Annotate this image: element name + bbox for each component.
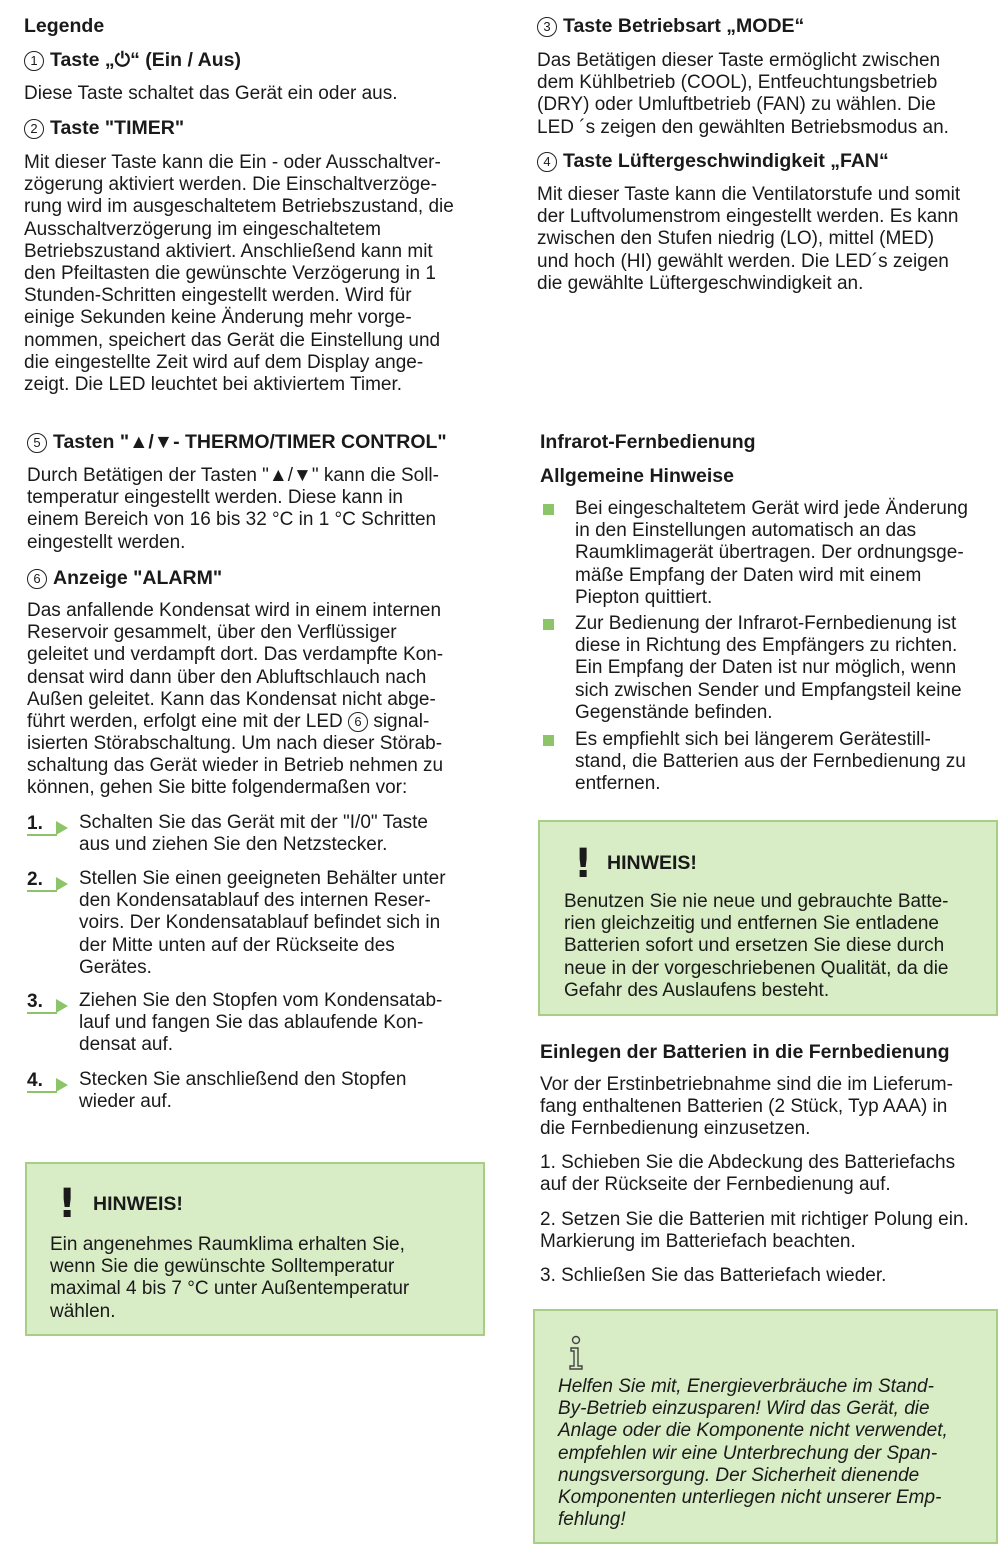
battery-step-3: 3. Schließen Sie das Batteriefach wieder. [540, 1265, 887, 1286]
battery-intro: Vor der Erstinbetriebnahme sind die im Lieferum- fang enthaltenen Batterien (2 Stück, Typ AAA) in die Fernbedienung einzusetzen. [540, 1074, 953, 1140]
step-number: 4. [27, 1070, 43, 1091]
section-alarm-text-led-line [27, 711, 429, 733]
section-alarm-text: Das anfallende Kondensat wird in einem internen Reservoir gesammelt, über den Verflüssiger geleitet und verdampft dort. Das verdampfte Kon- densat wird dann über den Abluftschlauch nach Außen geleitet. Kann das Kondensat nicht abge- [27, 600, 444, 710]
green-arrow-icon [56, 821, 68, 835]
step-text: Stellen Sie einen geeigneten Behälter unter den Kondensatablauf des internen Reser- voirs. Der Kondensatablauf befindet sich in der Mitte unten auf der Rückseite des Gerätes. [79, 868, 446, 978]
note-box-batteries [538, 820, 998, 1016]
section-power-title-text: Taste „⏻“ (Ein / Aus) [50, 49, 241, 71]
step-number: 1. [27, 813, 43, 834]
section-mode-title-text: Taste Betriebsart „MODE“ [563, 15, 805, 37]
section-fan-title-text: Taste Lüftergeschwindigkeit „FAN“ [563, 150, 889, 172]
section-timer-text: Mit dieser Taste kann die Ein - oder Ausschaltver- zögerung aktiviert werden. Die Einschaltverzöge- rung wird im ausgeschaltetem Betriebszustand, die Ausschaltverzögerung im eingeschaltetem Betriebszustand aktiviert. Anschließend kann mit den Pfeiltasten die gewünschte Verzögerung in 1 Stunden-Schritten eingestellt werden. Wird für einige Sekunden keine Änderung mehr vorge- nommen, speichert das Gerät die Einstellung und die eingestellte Zeit wird auf dem Display ange- zeigt. Die LED leuchtet bei aktiviertem Timer. [24, 152, 454, 396]
alarm-text-part: signal- [368, 711, 430, 732]
battery-title: Einlegen der Batterien in die Fernbedienung [540, 1041, 950, 1063]
step-text: Schalten Sie das Gerät mit der "I/0" Taste aus und ziehen Sie den Netzstecker. [79, 812, 428, 856]
section-power-text: Diese Taste schaltet das Gerät ein oder aus. [24, 83, 398, 104]
green-arrow-icon [56, 999, 68, 1013]
green-arrow-icon [56, 1078, 68, 1092]
section-alarm-title-text: Anzeige "ALARM" [53, 567, 223, 589]
section-fan-title [537, 149, 889, 173]
note-title: HINWEIS! [93, 1193, 183, 1215]
legend-title: Legende [24, 15, 105, 37]
section-mode-title [537, 14, 804, 38]
note-text: Ein angenehmes Raumklima erhalten Sie, wenn Sie die gewünschte Solltemperatur maximal 4 bis 7 °C unter Außentemperatur wählen. [50, 1234, 410, 1322]
green-arrow-icon [56, 877, 68, 891]
step-text: Ziehen Sie den Stopfen vom Kondensatab- lauf und fangen Sie das ablaufende Kon- densat auf. [79, 990, 443, 1056]
section-timer-title [24, 116, 184, 140]
info-box-energy [533, 1309, 998, 1544]
green-square-bullet [543, 735, 554, 746]
section-power-title [24, 48, 241, 72]
circled-number: 5 [27, 433, 47, 453]
step-underline [27, 890, 57, 892]
bullet-text: Es empfiehlt sich bei längerem Gerätestill- stand, die Batterien aus der Fernbedienung zu entfernen. [575, 729, 966, 795]
info-text: Helfen Sie mit, Energieverbräuche im Stand- By-Betrieb einzusparen! Wird das Gerät, die Anlage oder die Komponente nicht verwendet, empfehlen wir eine Unterbrechung der Span- nungsversorgung. Der Sicherheit dienende Komponenten unterliegen nicht unserer Emp- fehlung! [558, 1376, 948, 1531]
section-alarm-text-end: isierten Störabschaltung. Um nach dieser Störab- schaltung das Gerät wieder in Betrieb nehmen zu können, gehen Sie bitte folgendermaßen vor: [27, 733, 444, 799]
exclamation-icon: ! [58, 1181, 77, 1227]
note-box-temperature [25, 1162, 485, 1336]
battery-step-2: 2. Setzen Sie die Batterien mit richtiger Polung ein. Markierung im Batteriefach beachten. [540, 1209, 969, 1253]
remote-title: Infrarot-Fernbedienung [540, 431, 756, 453]
section-thermo-text: Durch Betätigen der Tasten "▲/▼" kann die Soll- temperatur eingestellt werden. Diese kann in einem Bereich von 16 bis 32 °C in 1 °C Schritten eingestellt werden. [27, 465, 439, 553]
alarm-text-part: führt werden, erfolgt eine mit der LED [27, 711, 349, 732]
general-notes-title: Allgemeine Hinweise [540, 465, 734, 487]
bullet-text: Bei eingeschaltetem Gerät wird jede Änderung in den Einstellungen automatisch an das Raumklimagerät übertragen. Der ordnungsge- mäße Empfang der Daten wird mit einem Piepton quittiert. [575, 498, 968, 608]
green-square-bullet [543, 504, 554, 515]
circled-number: 6 [27, 569, 47, 589]
step-underline [27, 1091, 57, 1093]
step-number: 2. [27, 869, 43, 890]
bullet-text: Zur Bedienung der Infrarot-Fernbedienung ist diese in Richtung des Empfängers zu richten. Ein Empfang der Daten ist nur möglich, wenn sich zwischen Sender und Empfangsteil keine Gegenstände befinden. [575, 613, 962, 723]
section-thermo-title-text: Tasten "▲/▼- THERMO/TIMER CONTROL" [53, 431, 447, 453]
step-underline [27, 1012, 57, 1014]
section-mode-text: Das Betätigen dieser Taste ermöglicht zwischen dem Kühlbetrieb (COOL), Entfeuchtungsbetrieb (DRY) oder Umluftbetrieb (FAN) zu wählen. Die LED ´s zeigen den gewählten Betriebsmodus an. [537, 50, 949, 138]
circled-number: 3 [537, 17, 557, 37]
section-thermo-title [27, 430, 447, 454]
circled-number: 1 [24, 51, 44, 71]
info-icon [565, 1335, 587, 1371]
step-text: Stecken Sie anschließend den Stopfen wieder auf. [79, 1069, 407, 1113]
section-fan-text: Mit dieser Taste kann die Ventilatorstufe und somit der Luftvolumenstrom eingestellt werden. Es kann zwischen den Stufen niedrig (LO), mittel (MED) und hoch (HI) gewählt werden. Die LED´s zeigen die gewählte Lüftergeschwindigkeit an. [537, 184, 961, 294]
circled-number: 4 [537, 152, 557, 172]
note-text: Benutzen Sie nie neue und gebrauchte Batte- rien gleichzeitig und entfernen Sie entladene Batterien sofort und ersetzen Sie diese durch neue in der vorgeschriebenen Qualität, da die Gefahr des Auslaufens besteht. [564, 891, 949, 1001]
step-number: 3. [27, 991, 43, 1012]
green-square-bullet [543, 619, 554, 630]
battery-step-1: 1. Schieben Sie die Abdeckung des Batteriefachs auf der Rückseite der Fernbedienung auf. [540, 1152, 956, 1196]
section-timer-title-text: Taste "TIMER" [50, 117, 185, 139]
circled-number: 6 [348, 712, 368, 732]
exclamation-icon: ! [574, 841, 593, 887]
section-alarm-title [27, 566, 222, 590]
step-underline [27, 834, 57, 836]
note-title: HINWEIS! [607, 852, 697, 874]
circled-number: 2 [24, 119, 44, 139]
